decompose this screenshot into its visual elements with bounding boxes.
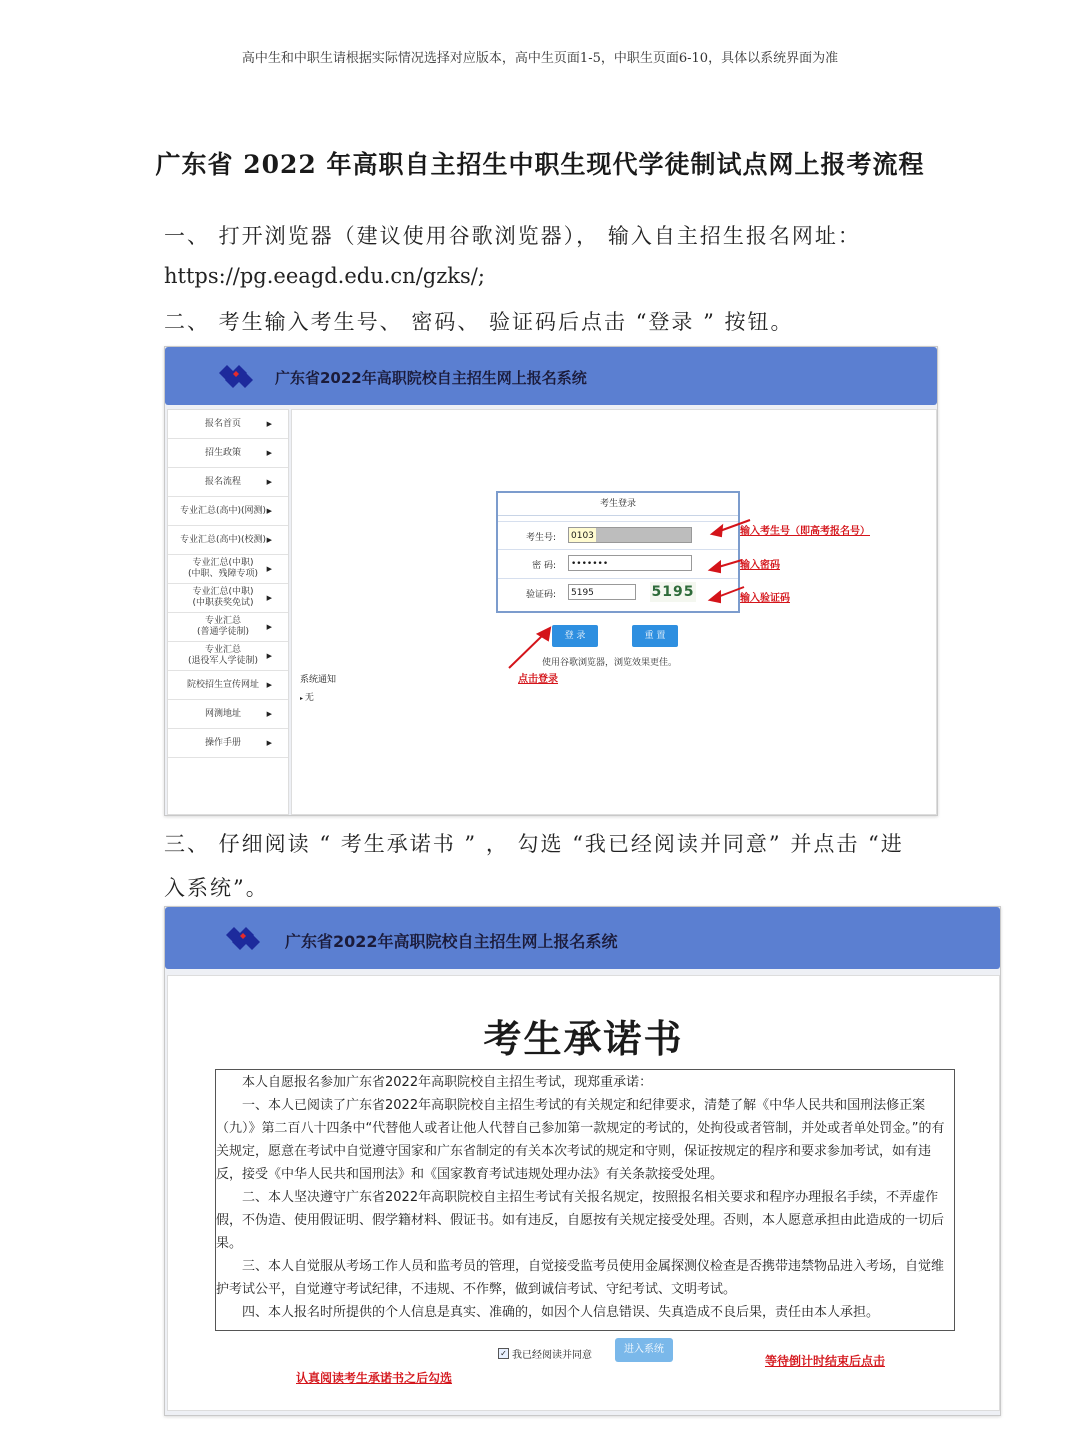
login-button[interactable]: 登 录 xyxy=(552,625,598,647)
caret-right-icon: ▶ xyxy=(266,506,272,515)
password-input[interactable]: ••••••• xyxy=(568,555,692,571)
sidebar-item-majors-hs-online[interactable]: 专业汇总(高中)(网测) ▶ xyxy=(168,497,288,526)
caret-right-icon: ▶ xyxy=(266,651,272,660)
sidebar-item-college-sites[interactable]: 院校招生宣传网址 ▶ xyxy=(168,671,288,700)
caret-right-icon: ▶ xyxy=(266,622,272,631)
caret-right-icon: ▶ xyxy=(266,564,272,573)
pledge-title: 考生承诺书 xyxy=(483,1017,684,1061)
caret-right-icon: ▶ xyxy=(266,593,272,602)
system-banner xyxy=(165,907,1000,969)
browser-tip: 使用谷歌浏览器，浏览效果更佳。 xyxy=(542,658,678,668)
annotation-captcha: 输入验证码 xyxy=(740,593,790,604)
system-banner xyxy=(165,347,937,405)
step-1-url: https://pg.eeagd.edu.cn/gzks/; xyxy=(164,264,485,288)
pledge-content xyxy=(167,975,1000,1411)
caret-right-icon: ▶ xyxy=(266,680,272,689)
diamond-logo-icon xyxy=(223,925,265,953)
caret-right-icon: ▶ xyxy=(266,738,272,747)
caret-right-icon: ▶ xyxy=(266,535,272,544)
annotation-click-login: 点击登录 xyxy=(518,674,558,685)
bullet-icon: ▸ xyxy=(300,695,305,702)
sidebar-item-majors-apprentice[interactable]: 专业汇总 (普通学徒制) ▶ xyxy=(168,613,288,642)
caret-right-icon: ▶ xyxy=(266,477,272,486)
caret-right-icon: ▶ xyxy=(266,419,272,428)
sidebar-item-manual[interactable]: 操作手册 ▶ xyxy=(168,729,288,758)
diamond-logo-icon xyxy=(217,363,257,391)
arrow-login-icon xyxy=(509,634,544,668)
annotation-password: 输入密码 xyxy=(740,560,780,571)
login-heading: 考生登录 xyxy=(498,493,738,516)
reset-button[interactable]: 重 置 xyxy=(632,625,678,647)
step-1-text: 一、 打开浏览器（建议使用谷歌浏览器）， 输入自主招生报名网址： xyxy=(164,224,861,248)
sidebar-item-online-test[interactable]: 网测地址 ▶ xyxy=(168,700,288,729)
annotation-wait-countdown: 等待倒计时结束后点击 xyxy=(765,1354,886,1368)
exam-no-label: 考生号: xyxy=(525,533,556,543)
step-3-text: 三、 仔细阅读 “ 考生承诺书 ” ， 勾选 “我已经阅读并同意” 并点击 “进 xyxy=(164,832,904,856)
pledge-paragraph: 一、本人已阅读了广东省2022年高职院校自主招生考试的有关规定和纪律要求，清楚了解《中华人民共和国刑法修正案（九）》第二百八十四条中“代替他人或者让他人代替自己参加第一款规定的考试的，处拘役或者管制，并处或者单处罚金。”的有关规定，愿意在考试中自觉遵守国家和广东省制定的有关本次考试的规定和守则，保证按规定的程序和要求参加考试，如有违反，接受《中华人民共和国刑法》和《国家教育考试违规处理办法》有关条款接受处理。 xyxy=(216,1098,945,1182)
captcha-image[interactable]: 5195 xyxy=(651,584,695,600)
step-2-text: 二、 考生输入考生号、 密码、 验证码后点击 “登录 ” 按钮。 xyxy=(164,310,794,334)
annotation-exam-no: 输入考生号（即高考报名号） xyxy=(740,526,870,537)
sidebar-item-process[interactable]: 报名流程 ▶ xyxy=(168,468,288,497)
exam-no-input[interactable]: 0103 xyxy=(568,527,692,543)
caret-right-icon: ▶ xyxy=(266,709,272,718)
pledge-paragraph: 三、本人自觉服从考场工作人员和监考员的管理，自觉接受监考员使用金属探测仪检查是否携带违禁物品进入考场，自觉维护考试公平，自觉遵守考试纪律，不违规、不作弊，做到诚信考试、守纪考试、文明考试。 xyxy=(216,1259,945,1297)
pledge-paragraph: 本人自愿报名参加广东省2022年高职院校自主招生考试，现郑重承诺： xyxy=(242,1075,653,1090)
step-3-text-cont: 入系统”。 xyxy=(164,876,269,900)
sidebar xyxy=(167,409,289,815)
checkbox-checked-icon[interactable]: ✓ xyxy=(498,1348,509,1359)
captcha-label: 验证码: xyxy=(525,590,556,600)
agree-label: 我已经阅读并同意 xyxy=(512,1350,592,1361)
document-title: 广东省 2022 年高职自主招生中职生现代学徒制试点网上报考流程 xyxy=(155,150,925,179)
pledge-screenshot xyxy=(164,906,1001,1416)
system-title: 广东省2022年高职院校自主招生网上报名系统 xyxy=(285,932,618,951)
pledge-text-box xyxy=(215,1069,955,1331)
sidebar-item-majors-hs-school[interactable]: 专业汇总(高中)(校测) ▶ xyxy=(168,526,288,555)
password-label: 密 码: xyxy=(532,561,556,571)
annotation-read-then-check: 认真阅读考生承诺书之后勾选 xyxy=(296,1371,453,1385)
pledge-paragraph: 四、本人报名时所提供的个人信息是真实、准确的，如因个人信息错误、失真造成不良后果，责任由本人承担。 xyxy=(242,1305,880,1320)
sidebar-item-policy[interactable]: 招生政策 ▶ xyxy=(168,439,288,468)
annotation-arrows xyxy=(292,410,936,814)
main-content xyxy=(291,409,937,815)
pledge-paragraph: 二、本人坚决遵守广东省2022年高职院校自主招生考试有关报名规定，按照报名相关要求和程序办理报名手续，不弄虚作假，不伪造、使用假证明、假学籍材料、假证书。如有违反，自愿按有关规定接受处理。否则，本人愿意承担由此造成的一切后果。 xyxy=(216,1190,945,1251)
sidebar-item-majors-vs-award[interactable]: 专业汇总(中职) (中职获奖免试) ▶ xyxy=(168,584,288,613)
caret-right-icon: ▶ xyxy=(266,448,272,457)
sidebar-item-majors-veteran[interactable]: 专业汇总 (退役军人学徒制) ▶ xyxy=(168,642,288,671)
enter-system-button[interactable]: 进入系统 xyxy=(615,1338,673,1362)
system-title: 广东省2022年高职院校自主招生网上报名系统 xyxy=(275,369,587,387)
notice-title: 系统通知 xyxy=(300,675,337,685)
sidebar-item-majors-vs-special[interactable]: 专业汇总(中职) (中职、残障专项) ▶ xyxy=(168,555,288,584)
captcha-input[interactable]: 5195 xyxy=(568,584,636,600)
top-note: 高中生和中职生请根据实际情况选择对应版本，高中生页面1-5，中职生页面6-10，具体以系统界面为准 xyxy=(241,51,839,66)
agree-checkbox-row[interactable] xyxy=(498,1346,592,1361)
login-screenshot xyxy=(164,346,938,816)
notice-item-text: 无 xyxy=(304,693,314,703)
sidebar-item-home[interactable]: 报名首页 ▶ xyxy=(168,410,288,439)
